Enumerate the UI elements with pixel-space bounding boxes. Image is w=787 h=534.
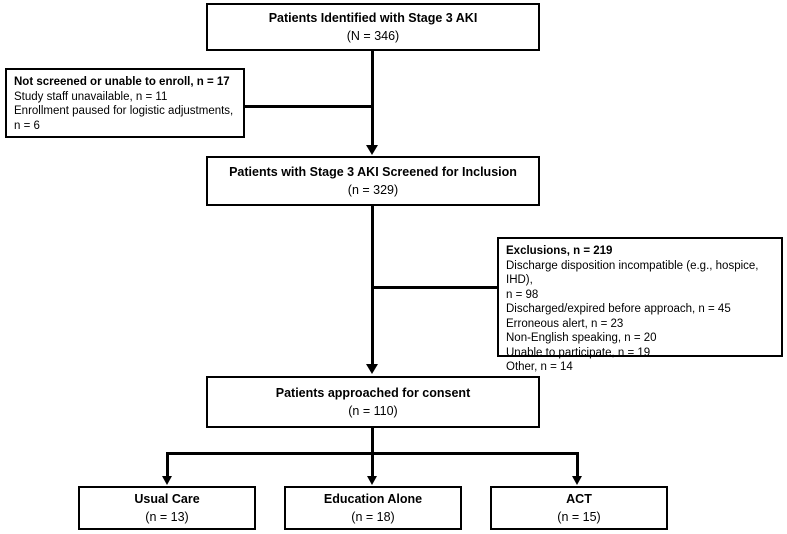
node-usual-care bbox=[78, 486, 256, 530]
node-title: Usual Care bbox=[134, 492, 200, 506]
exclusion-item: n = 6 bbox=[14, 119, 40, 132]
connector-identified-to-screened bbox=[371, 51, 374, 147]
arrowhead-identified-to-screened bbox=[366, 145, 378, 155]
exclusion-item: Discharge disposition incompatible (e.g., hospice, IHD), bbox=[506, 259, 759, 286]
node-count: (n = 13) bbox=[145, 510, 189, 524]
node-title: Patients Identified with Stage 3 AKI bbox=[268, 11, 478, 25]
node-act bbox=[490, 486, 668, 530]
exclusion-header: Not screened or unable to enroll, n = 17 bbox=[14, 76, 230, 88]
arrowhead-screened-to-approached bbox=[366, 364, 378, 374]
exclusion-box-exclusions bbox=[497, 237, 783, 373]
node-count: (n = 15) bbox=[557, 510, 601, 524]
node-title: Patients approached for consent bbox=[275, 386, 471, 400]
exclusion-item: Erroneous alert, n = 23 bbox=[506, 317, 624, 330]
connector-to-education-alone bbox=[371, 452, 374, 478]
node-count: (n = 18) bbox=[351, 510, 395, 524]
node-patients-screened bbox=[206, 156, 540, 206]
exclusion-item: Non-English speaking, n = 20 bbox=[506, 332, 657, 344]
node-education-alone bbox=[284, 486, 462, 530]
exclusion-item: Study staff unavailable, n = 11 bbox=[14, 90, 168, 103]
node-patients-approached bbox=[206, 376, 540, 428]
exclusion-item: Enrollment paused for logistic adjustments, bbox=[14, 105, 234, 117]
connector-not-screened-to-spine bbox=[245, 105, 371, 108]
connector-spine-to-exclusions bbox=[371, 286, 497, 289]
node-count: (n = 110) bbox=[348, 404, 398, 418]
arrowhead-to-education-alone bbox=[367, 476, 377, 485]
arrowhead-to-usual-care bbox=[162, 476, 172, 485]
arrowhead-to-act bbox=[572, 476, 582, 485]
exclusion-header: Exclusions, n = 219 bbox=[506, 245, 613, 257]
connector-to-act bbox=[576, 452, 579, 478]
node-title: Education Alone bbox=[323, 492, 423, 506]
exclusion-item: Unable to participate, n = 19 bbox=[506, 346, 651, 359]
node-count: (N = 346) bbox=[346, 29, 400, 43]
node-patients-identified bbox=[206, 3, 540, 51]
exclusion-box-not-screened bbox=[5, 68, 245, 138]
connector-approached-stem bbox=[371, 428, 374, 454]
node-title: ACT bbox=[566, 492, 592, 506]
exclusion-item: Discharged/expired before approach, n = 45 bbox=[506, 303, 731, 315]
exclusion-item: n = 98 bbox=[506, 288, 539, 301]
node-count: (n = 329) bbox=[347, 183, 399, 197]
connector-to-usual-care bbox=[166, 452, 169, 478]
node-title: Patients with Stage 3 AKI Screened for Inclusion bbox=[229, 165, 517, 179]
exclusion-item: Other, n = 14 bbox=[506, 361, 573, 373]
